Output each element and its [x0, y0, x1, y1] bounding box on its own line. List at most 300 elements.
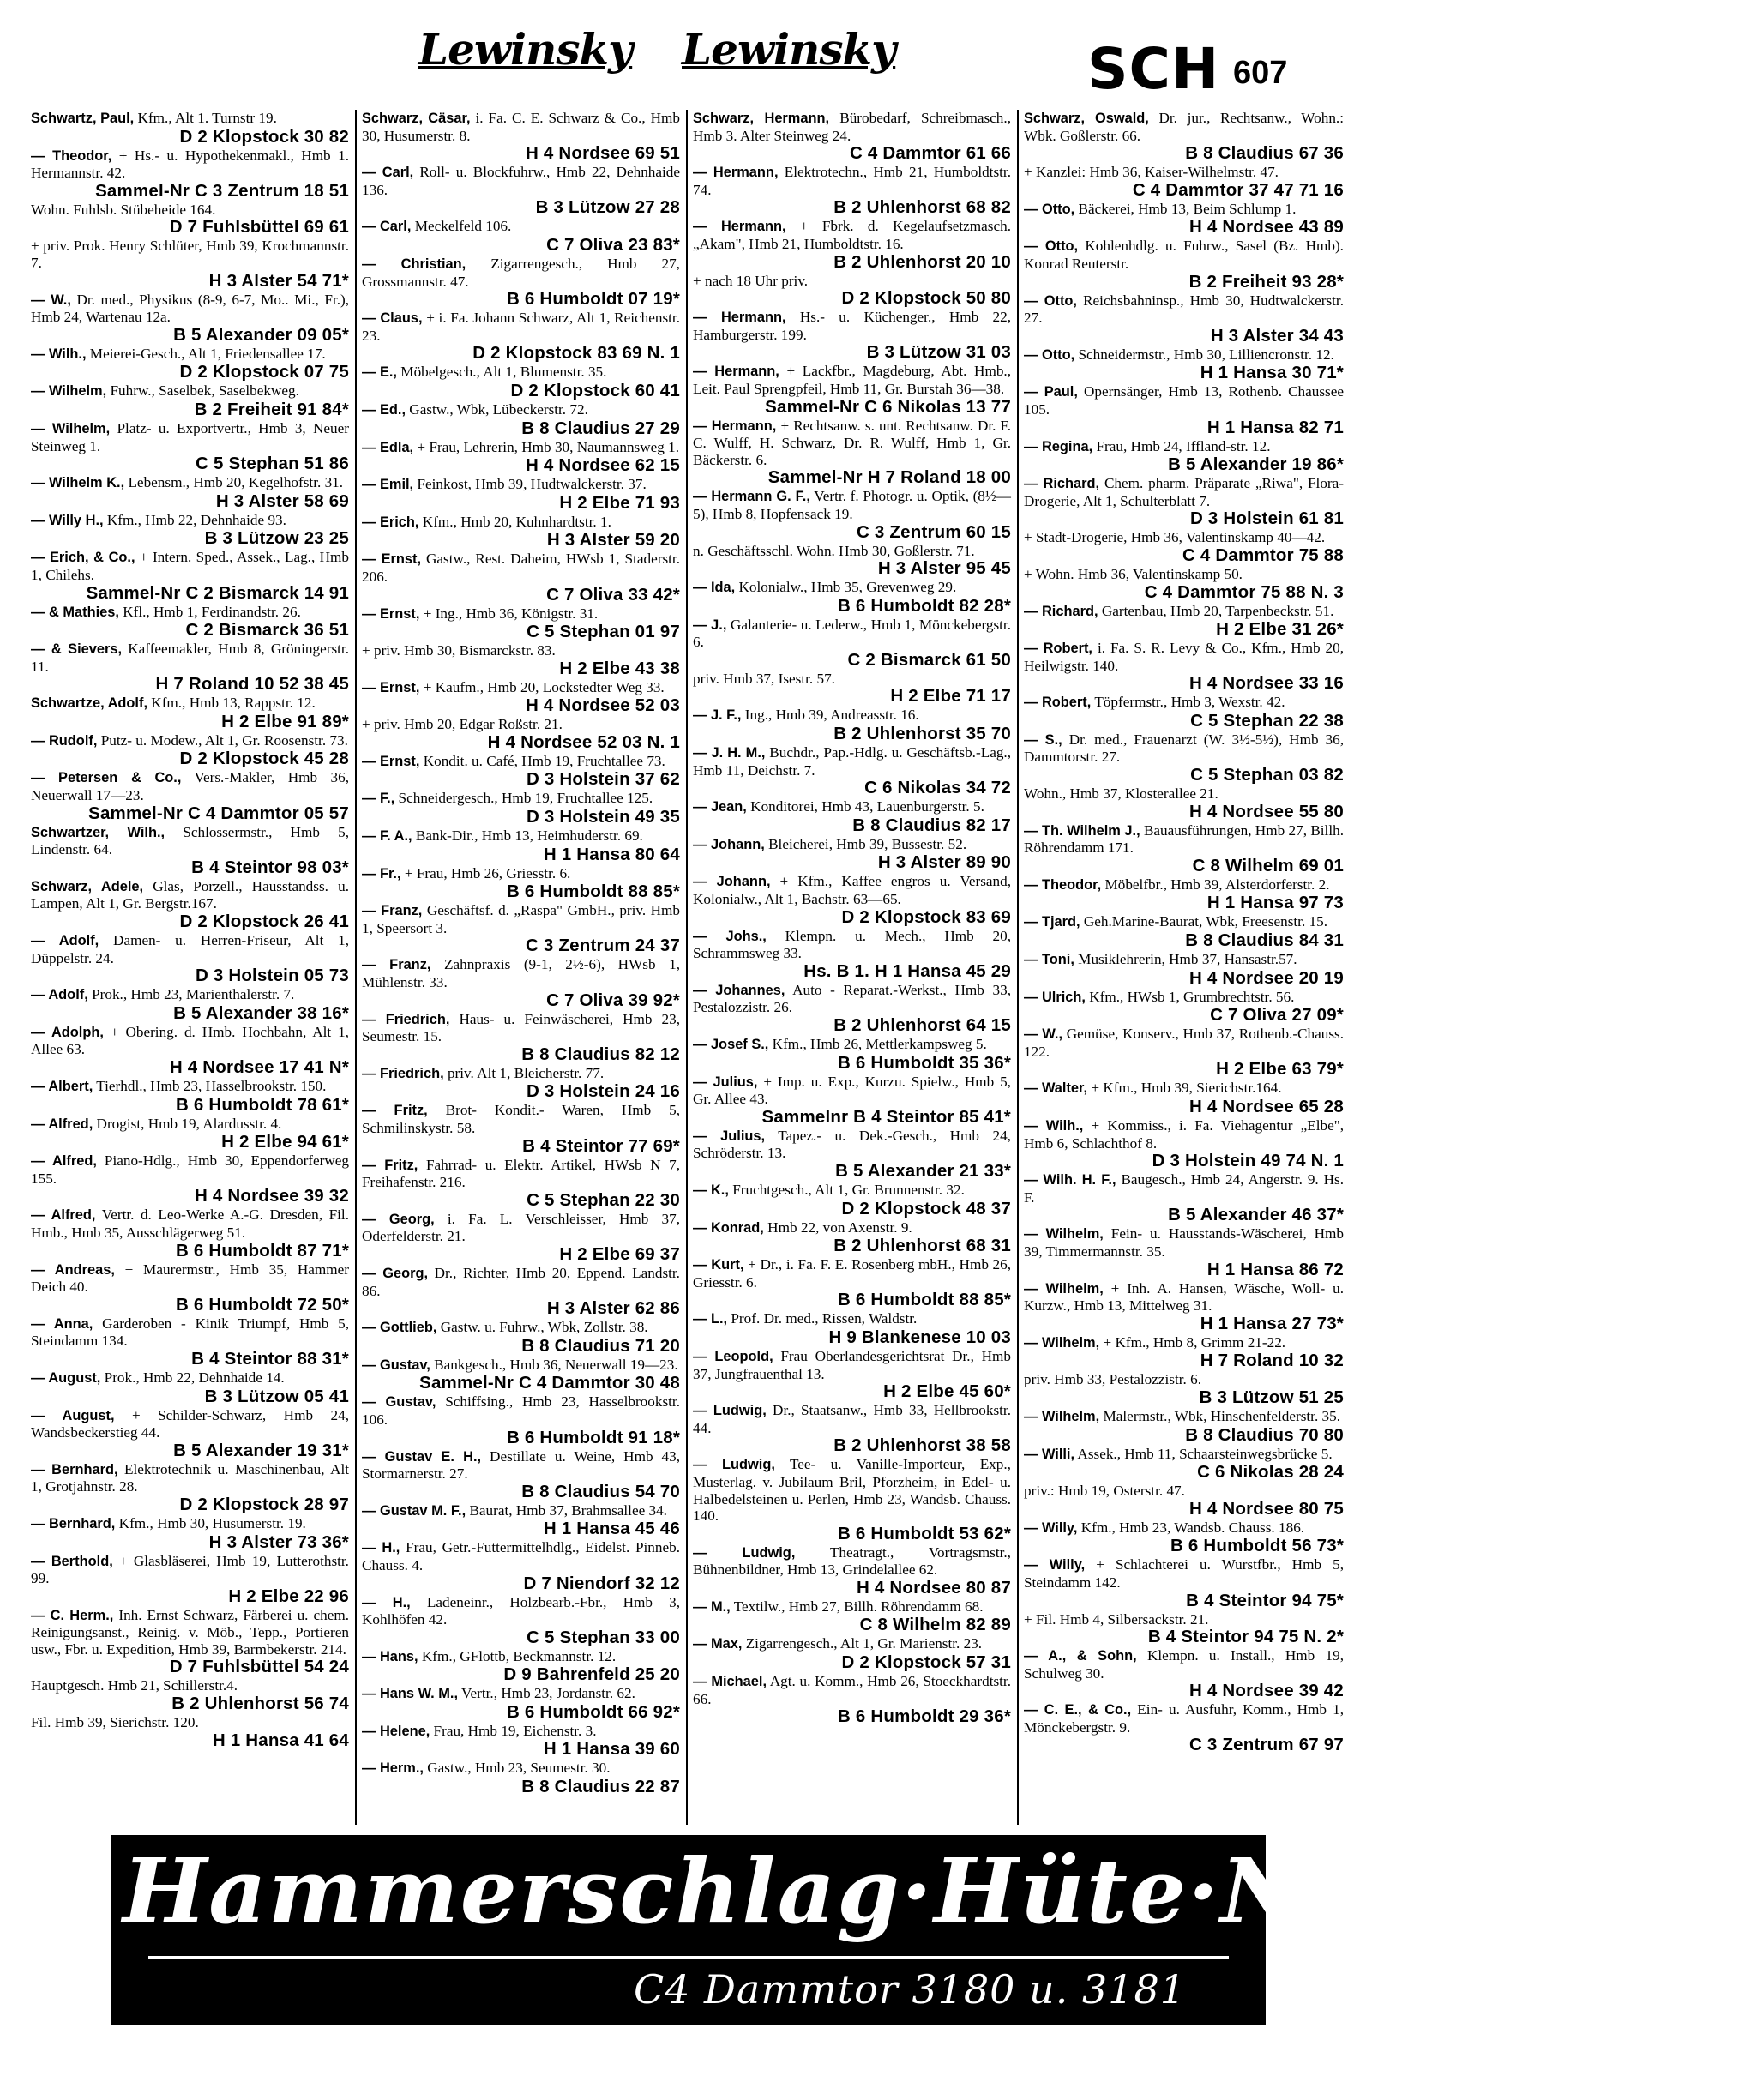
entry-details: Assek., Hmb 11, Schaarsteinwegsbrücke 5.	[1077, 1445, 1333, 1462]
entry-details: Geschäftsf. d. „Raspa" GmbH., priv. Hmb 1, Speersort 3.	[362, 902, 681, 936]
directory-entry	[693, 982, 1011, 1035]
entry-details: Bleicherei, Hmb 39, Bussestr. 52.	[768, 835, 967, 852]
entry-details: Hmb 22, von Axenstr. 9.	[767, 1218, 912, 1236]
directory-entry	[1024, 640, 1344, 693]
entry-name: — Regina,	[1024, 438, 1093, 454]
entry-phone: H 1 Hansa 80 64	[543, 844, 680, 864]
entry-details: + Schilder-Schwarz, Hmb 24, Wandsbeckerstieg 44.	[31, 1406, 349, 1441]
entry-details: Gastw., Hmb 23, Seumestr. 30.	[427, 1760, 611, 1777]
entry-details: Dr. med., Frauenarzt (W. 3½-5½), Hmb 36, Dammtorstr. 27.	[1024, 731, 1345, 766]
directory-entry	[693, 309, 1011, 362]
entry-phone: D 2 Klopstock 50 80	[841, 288, 1011, 309]
directory-entry	[362, 1211, 680, 1264]
entry-phone: H 3 Alster 95 45	[877, 558, 1011, 579]
advertisement-phone: C4 Dammtor 3180 u. 3181	[633, 1966, 1186, 2013]
directory-entry	[362, 827, 680, 864]
entry-name: — Alfred,	[31, 1116, 93, 1132]
entry-name: — August,	[31, 1407, 115, 1423]
entry-name: — Herm.,	[362, 1760, 424, 1777]
entry-name: — Otto,	[1024, 238, 1079, 255]
entry-phone: D 3 Holstein 49 35	[526, 807, 680, 827]
entry-details: priv.: Hmb 19, Osterstr. 47.	[1024, 1483, 1185, 1500]
entry-name: — Wilhelm,	[31, 383, 107, 400]
entry-phone: C 4 Dammtor 75 88	[1182, 545, 1344, 565]
entry-details: Garderoben - Kinik Triumpf, Hmb 5, Steindamm 134.	[31, 1315, 350, 1350]
entry-phone: C 3 Zentrum 24 37	[526, 936, 680, 956]
entry-phone: C 7 Oliva 27 09*	[1210, 1005, 1344, 1026]
entry-details: + Ing., Hmb 36, Königstr. 31.	[423, 605, 599, 622]
entry-name: — Theodor,	[31, 147, 112, 164]
directory-entry	[362, 310, 680, 363]
directory-entry	[693, 836, 1011, 873]
entry-details: Frau, Hmb 24, Iffland-str. 12.	[1096, 437, 1271, 454]
entry-details: n. Geschäftsschl. Wohn. Hmb 30, Goßlerstr. 71.	[693, 542, 975, 559]
entry-details: Schneidergesch., Hmb 19, Fruchtallee 125.	[398, 790, 653, 807]
entry-details: Kondit. u. Café, Hmb 19, Fruchtallee 73.	[423, 752, 665, 769]
directory-entry	[31, 238, 349, 290]
entry-name: — Josef S.,	[693, 1037, 769, 1052]
entry-phone: C 5 Stephan 51 86	[196, 454, 349, 474]
entry-details: + Fil. Hmb 4, Silbersackstr. 21.	[1024, 1610, 1209, 1628]
entry-name: — Johannes,	[693, 982, 785, 998]
entry-phone: H 4 Nordsee 52 03 N. 1	[487, 731, 680, 752]
entry-details: Feinkost, Hmb 39, Hudtwalckerstr. 37.	[417, 476, 647, 493]
entry-phone: B 2 Freiheit 93 28*	[1188, 271, 1344, 292]
entry-name: — H.,	[362, 1540, 400, 1556]
entry-name: — Hermann,	[693, 310, 786, 326]
entry-phone: H 4 Nordsee 65 28	[1188, 1097, 1344, 1116]
entry-details: Reichsbahninsp., Hmb 30, Hudtwalckerstr. 27.	[1024, 292, 1344, 327]
directory-entry	[1024, 1171, 1344, 1224]
directory-entry	[693, 1128, 1011, 1181]
entry-name: — Ernst,	[362, 551, 422, 568]
entry-phone: H 4 Nordsee 69 51	[525, 143, 680, 164]
directory-entry	[31, 604, 349, 641]
entry-details: Vertr. f. Photogr. u. Optik, (8½—5), Hmb 8, Hopfensack 19.	[693, 488, 1011, 522]
entry-phone: B 4 Steintor 94 75*	[1186, 1590, 1344, 1610]
entry-phone: B 8 Claudius 84 31	[1185, 930, 1344, 951]
entry-phone: B 2 Freiheit 91 84*	[194, 399, 349, 419]
directory-entry	[31, 512, 349, 549]
entry-name: — Hermann,	[693, 165, 779, 181]
entry-details: Prok., Hmb 22, Dehnhaide 14.	[104, 1369, 285, 1386]
entry-name: — Johann,	[693, 874, 771, 890]
entry-name: — Ed.,	[362, 401, 406, 418]
entry-details: Schiffsing., Hmb 23, Hasselbrookstr. 106.	[362, 1393, 680, 1428]
entry-details: Konditorei, Hmb 43, Lauenburgerstr. 5.	[750, 798, 984, 815]
entry-name: — K.,	[693, 1182, 729, 1198]
directory-entry	[1024, 785, 1344, 821]
entry-phone: H 2 Elbe 63 79*	[1216, 1059, 1344, 1080]
entry-name: — S.,	[1024, 731, 1062, 748]
entry-phone: D 2 Klopstock 83 69	[841, 906, 1011, 927]
entry-name: — F. A.,	[362, 828, 412, 845]
entry-name: Schwarz, Oswald,	[1024, 111, 1149, 126]
directory-entry	[1024, 566, 1344, 602]
entry-phone: Sammel-Nr C 2 Bismarck 14 91	[86, 582, 349, 603]
entry-phone: Hs. B 1. H 1 Hansa 45 29	[803, 960, 1011, 981]
entry-name: — Fritz,	[362, 1103, 428, 1119]
entry-phone: H 2 Elbe 31 26*	[1216, 619, 1344, 640]
entry-details: Gastw. u. Fuhrw., Wbk, Zollstr. 38.	[440, 1319, 648, 1336]
entry-phone: D 7 Fuhlsbüttel 54 24	[169, 1657, 349, 1677]
entry-name: — Otto,	[1024, 292, 1077, 309]
entry-phone: B 6 Humboldt 35 36*	[837, 1052, 1011, 1073]
directory-column-4	[1019, 110, 1350, 1825]
directory-entry	[362, 1011, 680, 1064]
entry-name: — Richard,	[1024, 476, 1100, 492]
entry-details: + Frau, Lehrerin, Hmb 30, Naumannsweg 1.	[417, 438, 680, 455]
entry-name: — Wilhelm,	[31, 420, 111, 436]
entry-name: — Friedrich,	[362, 1011, 450, 1027]
directory-entry	[31, 1553, 349, 1606]
entry-phone: B 2 Uhlenhorst 68 31	[833, 1236, 1011, 1256]
entry-details: Prok., Hmb 23, Marienthalerstr. 7.	[92, 986, 295, 1003]
directory-entry	[362, 753, 680, 790]
entry-phone: D 3 Holstein 05 73	[195, 966, 349, 986]
directory-entry	[31, 1315, 349, 1369]
entry-name: — Max,	[693, 1636, 743, 1652]
entry-phone: D 9 Bahrenfeld 25 20	[503, 1664, 680, 1685]
directory-entry	[31, 1078, 349, 1115]
directory-entry	[1024, 694, 1344, 731]
directory-entry	[31, 420, 349, 473]
entry-details: Möbelgesch., Alt 1, Blumenstr. 35.	[400, 364, 607, 381]
entry-name: — Friedrich,	[362, 1065, 444, 1081]
entry-phone: B 2 Uhlenhorst 38 58	[833, 1435, 1011, 1456]
directory-entry	[31, 549, 349, 602]
entry-name: — Johann,	[693, 836, 765, 852]
entry-phone: H 1 Hansa 39 60	[543, 1739, 680, 1760]
directory-entry	[1024, 201, 1344, 238]
entry-phone: Sammel-Nr C 6 Nikolas 13 77	[765, 396, 1011, 417]
entry-details: + nach 18 Uhr priv.	[693, 272, 809, 289]
entry-phone: B 8 Claudius 82 12	[521, 1044, 680, 1064]
directory-entry	[31, 1714, 349, 1750]
entry-name: — Tjard,	[1024, 914, 1080, 930]
directory-entry	[362, 218, 680, 255]
directory-entry	[362, 902, 680, 955]
entry-details: Kfm., Alt 1. Turnstr 19.	[137, 110, 277, 126]
directory-entry	[31, 1152, 349, 1206]
directory-entry	[693, 273, 1011, 309]
entry-name: — Hermann,	[693, 418, 777, 434]
entry-name: — Adolf,	[31, 987, 88, 1003]
directory-entry	[1024, 1611, 1344, 1647]
entry-details: + Dr., i. Fa. F. E. Rosenberg mbH., Hmb 26, Griesstr. 6.	[693, 1256, 1012, 1291]
directory-entry	[31, 732, 349, 769]
directory-entry	[693, 218, 1011, 271]
entry-details: Tierhdl., Hmb 23, Hasselbrookstr. 150.	[96, 1078, 327, 1094]
entry-phone: B 3 Lützow 05 41	[204, 1386, 349, 1406]
directory-entry	[1024, 346, 1344, 383]
entry-name: — Leopold,	[693, 1348, 773, 1364]
directory-entry	[362, 1065, 680, 1102]
entry-name: — Ludwig,	[693, 1457, 775, 1473]
entry-details: Gastw., Wbk, Lübeckerstr. 72.	[409, 400, 588, 418]
entry-details: Gemüse, Konserv., Hmb 37, Rothenb.-Chauss. 122.	[1024, 1026, 1345, 1060]
directory-entry	[693, 1673, 1011, 1726]
entry-phone: B 8 Claudius 82 17	[852, 815, 1011, 835]
directory-entry	[362, 514, 680, 551]
entry-phone: H 3 Alster 54 71*	[208, 270, 349, 291]
entry-name: — Hermann,	[693, 364, 779, 380]
entry-name: — Michael,	[693, 1674, 767, 1690]
entry-phone: D 2 Klopstock 48 37	[841, 1198, 1011, 1218]
entry-phone: C 5 Stephan 03 82	[1190, 765, 1344, 785]
entry-name: — Hermann,	[693, 219, 786, 235]
entry-phone: C 7 Oliva 23 83*	[546, 234, 680, 255]
entry-phone: H 4 Nordsee 43 89	[1188, 217, 1344, 238]
directory-entry	[362, 642, 680, 678]
directory-entry	[693, 110, 1011, 163]
entry-details: Wohn. Fuhlsb. Stübeheide 164.	[31, 201, 216, 218]
directory-entry	[1024, 1446, 1344, 1483]
entry-details: Opernsänger, Hmb 13, Rothenb. Chaussee 105.	[1024, 383, 1344, 418]
entry-phone: D 2 Klopstock 83 69 N. 1	[472, 343, 680, 364]
entry-phone: D 2 Klopstock 45 28	[179, 749, 349, 769]
entry-phone: D 7 Fuhlsbüttel 69 61	[169, 217, 349, 238]
entry-phone: B 8 Claudius 27 29	[521, 418, 680, 438]
directory-entry	[31, 202, 349, 238]
entry-details: Musiklehrerin, Hmb 37, Hansastr.57.	[1078, 951, 1297, 968]
entry-details: Chem. pharm. Präparate „Riwa", Flora-Drogerie, Alt 1, Schulterblatt 7.	[1024, 475, 1344, 509]
entry-phone: B 2 Uhlenhorst 56 74	[171, 1694, 349, 1714]
entry-details: Textilw., Hmb 27, Billh. Röhrendamm 68.	[733, 1598, 984, 1615]
entry-details: Kfm., Hmb 26, Mettlerkampsweg 5.	[772, 1036, 987, 1052]
entry-name: — Wilh.,	[1024, 1118, 1084, 1134]
entry-name: — Johs.,	[693, 928, 767, 944]
entry-phone: B 5 Alexander 19 86*	[1168, 454, 1344, 475]
entry-phone: H 3 Alster 58 69	[215, 490, 349, 511]
directory-entry	[31, 769, 349, 822]
entry-name: — Jean,	[693, 799, 747, 815]
entry-phone: C 5 Stephan 22 38	[1190, 710, 1344, 731]
directory-entry	[31, 1407, 349, 1460]
directory-entry	[31, 986, 349, 1023]
entry-phone: C 6 Nikolas 28 24	[1197, 1462, 1344, 1483]
entry-name: — Kurt,	[693, 1257, 744, 1273]
directory-entry	[31, 346, 349, 382]
entry-details: Roll- u. Blockfuhrw., Hmb 22, Dehnhaide 136.	[362, 164, 681, 198]
entry-details: Brot- Kondit.- Waren, Hmb 5, Schmilinskystr. 58.	[362, 1102, 681, 1136]
directory-entry	[693, 1074, 1011, 1127]
entry-phone: H 4 Nordsee 39 32	[194, 1186, 349, 1206]
directory-entry	[362, 476, 680, 513]
entry-phone: Sammelnr B 4 Steintor 85 41*	[761, 1106, 1011, 1127]
entry-phone: B 2 Uhlenhorst 64 15	[833, 1015, 1011, 1035]
directory-entry	[1024, 1483, 1344, 1519]
entry-phone: B 6 Humboldt 88 85*	[837, 1290, 1011, 1310]
directory-entry	[1024, 383, 1344, 436]
entry-phone: B 3 Lützow 23 25	[204, 528, 349, 549]
directory-entry	[362, 1648, 680, 1685]
entry-details: Bürobedarf, Schreibmasch., Hmb 3. Alter Steinweg 24.	[693, 110, 1011, 144]
entry-details: Vers.-Makler, Hmb 36, Neuerwall 17—23.	[31, 769, 349, 804]
directory-entry	[31, 1024, 349, 1077]
directory-entry	[31, 292, 349, 345]
entry-name: — Alfred,	[31, 1207, 96, 1224]
entry-name: — Wilhelm,	[1024, 1280, 1104, 1297]
directory-entry	[693, 1036, 1011, 1073]
entry-name: — F.,	[362, 791, 395, 807]
entry-details: priv. Alt 1, Bleicherstr. 77.	[447, 1064, 605, 1081]
directory-entry	[1024, 1556, 1344, 1610]
entry-phone: H 2 Elbe 91 89*	[221, 711, 349, 731]
entry-details: Gartenbau, Hmb 20, Tarpenbeckstr. 51.	[1101, 602, 1334, 619]
entry-phone: Sammel-Nr H 7 Roland 18 00	[767, 467, 1011, 488]
directory-entry	[31, 474, 349, 511]
entry-details: Dr. med., Physikus (8-9, 6-7, Mo.. Mi., Fr.), Hmb 24, Wartenau 12a.	[31, 291, 350, 326]
entry-details: Zigarrengesch., Hmb 27, Grossmannstr. 47.	[362, 255, 680, 290]
entry-name: — Carl,	[362, 165, 414, 181]
directory-entry	[1024, 529, 1344, 565]
entry-name: — Gustav,	[362, 1394, 436, 1411]
entry-details: Klempn. u. Mech., Hmb 20, Schrammsweg 33.	[693, 927, 1012, 962]
directory-entry	[1024, 1647, 1344, 1700]
entry-name: Schwarz, Cäsar,	[362, 111, 471, 126]
entry-name: — Adolf,	[31, 933, 99, 949]
directory-entry	[31, 147, 349, 201]
entry-phone: C 7 Oliva 39 92*	[546, 990, 680, 1010]
directory-entry	[362, 1539, 680, 1592]
entry-phone: D 2 Klopstock 07 75	[179, 362, 349, 382]
entry-name: — Gustav,	[362, 1357, 430, 1373]
entry-phone: C 5 Stephan 33 00	[527, 1627, 680, 1647]
entry-details: i. Fa. S. R. Levy & Co., Kfm., Hmb 20, Heilwigstr. 140.	[1024, 640, 1345, 674]
entry-details: Kfm., Hmb 20, Kuhnhardtstr. 1.	[422, 513, 611, 530]
directory-entry	[693, 707, 1011, 743]
entry-details: i. Fa. C. E. Schwarz & Co., Hmb 30, Husumerstr. 8.	[362, 110, 680, 144]
directory-entry	[31, 1461, 349, 1514]
directory-entry	[362, 1448, 680, 1501]
directory-entry	[1024, 1408, 1344, 1445]
entry-phone: B 3 Lützow 31 03	[866, 342, 1011, 363]
entry-phone: B 6 Humboldt 82 28*	[837, 595, 1011, 616]
entry-phone: B 6 Humboldt 66 92*	[506, 1701, 680, 1722]
directory-entry	[693, 418, 1011, 488]
entry-details: priv. Hmb 37, Isestr. 57.	[693, 670, 835, 687]
entry-phone: C 4 Dammtor 61 66	[850, 143, 1011, 164]
entry-phone: C 8 Wilhelm 82 89	[859, 1615, 1011, 1635]
directory-entry	[31, 110, 349, 147]
entry-name: — Ernst,	[362, 679, 420, 695]
entry-phone: H 9 Blankenese 10 03	[828, 1327, 1011, 1347]
entry-details: Zahnpraxis (9-1, 2½-6), HWsb 1, Mühlenstr. 33.	[362, 956, 680, 991]
entry-details: Glas, Porzell., Hausstandss. u. Lampen, Alt 1, Gr. Bergstr.167.	[31, 877, 349, 912]
entry-phone: D 3 Holstein 49 74 N. 1	[1152, 1151, 1344, 1171]
entry-details: Kfm., Hmb 22, Dehnhaide 93.	[106, 511, 286, 528]
entry-details: Baurat, Hmb 37, Brahmsallee 34.	[469, 1501, 667, 1519]
entry-details: i. Fa. L. Verschleisser, Hmb 37, Oderfelderstr. 21.	[362, 1210, 681, 1245]
entry-name: — Ernst,	[362, 753, 420, 769]
entry-phone: H 3 Alster 89 90	[877, 852, 1011, 873]
entry-phone: D 2 Klopstock 26 41	[179, 912, 349, 932]
entry-phone: H 1 Hansa 45 46	[543, 1519, 680, 1539]
directory-entry	[362, 1502, 680, 1539]
entry-name: — Willy,	[1024, 1519, 1078, 1536]
page-number: 607	[1233, 55, 1288, 91]
entry-details: + Hs.- u. Hypothekenmakl., Hmb 1. Hermannstr. 42.	[31, 147, 349, 182]
entry-phone: B 8 Claudius 71 20	[521, 1335, 680, 1356]
entry-details: Inh. Ernst Schwarz, Färberei u. chem. Reinigungsanst., Reinig. v. Möb., Tepp., Portieren usw., Fbr. u. Expedition, Hmb 39, Barmbekerstr. 214.	[31, 1606, 350, 1658]
directory-entry	[693, 1456, 1011, 1543]
entry-details: Tapez.- u. Dek.-Gesch., Hmb 24, Schröderstr. 13.	[693, 1127, 1011, 1162]
entry-name: — Berthold,	[31, 1553, 113, 1569]
entry-details: Bäckerei, Hmb 13, Beim Schlump 1.	[1078, 200, 1297, 217]
directory-entry	[362, 679, 680, 716]
directory-entry	[693, 873, 1011, 926]
entry-details: Wohn., Hmb 37, Klosterallee 21.	[1024, 785, 1218, 803]
directory-entry	[1024, 1026, 1344, 1079]
entry-name: — Petersen & Co.,	[31, 770, 182, 786]
entry-phone: B 6 Humboldt 72 50*	[175, 1294, 349, 1315]
entry-phone: H 2 Elbe 45 60*	[883, 1381, 1011, 1402]
entry-name: — Gottlieb,	[362, 1320, 437, 1336]
entry-phone: C 4 Dammtor 75 88 N. 3	[1144, 581, 1344, 602]
entry-phone: H 4 Nordsee 17 41 N*	[169, 1057, 349, 1077]
entry-phone: B 4 Steintor 88 31*	[191, 1348, 349, 1369]
entry-name: — J. H. M.,	[693, 745, 766, 761]
entry-name: — Robert,	[1024, 641, 1092, 657]
entry-phone: B 6 Humboldt 87 71*	[175, 1240, 349, 1261]
entry-name: — H.,	[362, 1594, 411, 1610]
entry-name: — Hermann G. F.,	[693, 489, 810, 505]
entry-details: Kfl., Hmb 1, Ferdinandstr. 26.	[123, 603, 301, 620]
entry-name: — Paul,	[1024, 384, 1078, 400]
entry-phone: H 4 Nordsee 80 87	[856, 1577, 1011, 1598]
entry-details: Fein- u. Hausstands-Wäscherei, Hmb 39, Timmermannstr. 35.	[1024, 1225, 1344, 1260]
entry-name: — Richard,	[1024, 603, 1098, 619]
entry-name: — J. F.,	[693, 707, 742, 724]
entry-name: Schwartzer, Wilh.,	[31, 824, 165, 840]
running-head-right: Lewinsky	[682, 24, 896, 75]
entry-details: Kohlenhdlg. u. Fuhrw., Sasel (Bz. Hmb). Konrad Reuterstr.	[1024, 238, 1344, 272]
entry-details: Fuhrw., Saselbek, Saselbekweg.	[110, 382, 299, 400]
directory-entry	[693, 1635, 1011, 1672]
entry-details: + Kfm., Hmb 39, Sierichstr.164.	[1091, 1080, 1282, 1097]
entry-name: — Theodor,	[1024, 876, 1102, 893]
entry-details: Kolonialw., Hmb 35, Grevenweg 29.	[738, 579, 957, 596]
directory-entry	[1024, 876, 1344, 913]
entry-details: + Kommiss., i. Fa. Viehagentur „Elbe", Hmb 6, Schlachthof 8.	[1024, 1117, 1345, 1152]
entry-name: Schwartz, Paul,	[31, 111, 135, 126]
entry-details: Dr. jur., Rechtsanw., Wohn.: Wbk. Goßlerstr. 66.	[1024, 110, 1344, 144]
entry-phone: D 2 Klopstock 28 97	[179, 1494, 349, 1514]
entry-phone: C 3 Zentrum 67 97	[1189, 1735, 1344, 1755]
entry-details: Zigarrengesch., Alt 1, Gr. Marienstr. 23.	[745, 1635, 983, 1652]
entry-details: Schneidermstr., Hmb 30, Lilliencronstr. 12.	[1078, 346, 1334, 363]
entry-name: — Wilhelm,	[1024, 1408, 1100, 1424]
entry-name: — J.,	[693, 617, 727, 633]
directory-entry	[1024, 822, 1344, 876]
entry-details: + Kanzlei: Hmb 36, Kaiser-Wilhelmstr. 47.	[1024, 164, 1279, 181]
entry-details: Galanterie- u. Lederw., Hmb 1, Mönckebergstr. 6.	[693, 616, 1012, 651]
entry-details: Baugesch., Hmb 24, Angerstr. 9. Hs. F.	[1024, 1171, 1344, 1206]
entry-name: — Emil,	[362, 477, 414, 493]
entry-name: — E.,	[362, 364, 397, 381]
directory-entry	[362, 364, 680, 400]
directory-entry	[1024, 438, 1344, 475]
entry-name: — Julius,	[693, 1128, 766, 1144]
entry-phone: B 4 Steintor 77 69*	[522, 1135, 680, 1156]
entry-phone: D 7 Niendorf 32 12	[523, 1573, 680, 1593]
directory-entry	[31, 1206, 349, 1260]
entry-details: + priv. Prok. Henry Schlüter, Hmb 39, Krochmannstr. 7.	[31, 238, 349, 271]
entry-phone: C 5 Stephan 22 30	[527, 1189, 680, 1210]
entry-name: — M.,	[693, 1598, 731, 1615]
entry-phone: B 5 Alexander 19 31*	[173, 1440, 349, 1460]
